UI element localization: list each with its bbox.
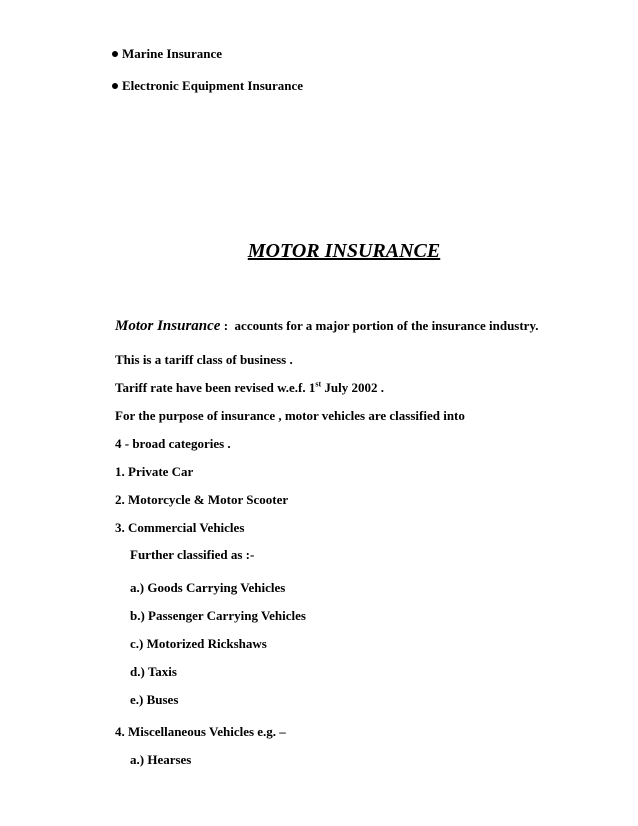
bullet-icon xyxy=(112,51,118,57)
category-item: 3. Commercial Vehicles xyxy=(115,520,245,535)
list-item xyxy=(122,78,303,94)
category-item: 2. Motorcycle & Motor Scooter xyxy=(115,492,289,507)
intro-separator: : xyxy=(220,318,229,333)
intro-paragraph xyxy=(115,318,539,334)
list-item-label: Marine Insurance xyxy=(122,46,223,61)
intro-term: Motor Insurance xyxy=(115,318,221,334)
sub-category-item: e.) Buses xyxy=(130,692,179,707)
revision-suffix: July 2002 . xyxy=(321,380,385,395)
list-item-label: Electronic Equipment Insurance xyxy=(122,78,304,93)
categories-intro-text: 4 - broad categories . xyxy=(115,436,231,451)
revision-prefix: Tariff rate have been revised w.e.f. 1 xyxy=(115,380,316,395)
list-item xyxy=(122,46,222,62)
revision-text xyxy=(115,380,384,396)
bullet-icon xyxy=(112,83,118,89)
category-item: 4. Miscellaneous Vehicles e.g. – xyxy=(115,724,286,739)
sub-category-item: c.) Motorized Rickshaws xyxy=(130,636,267,651)
page-title: MOTOR INSURANCE xyxy=(247,240,441,262)
intro-text: accounts for a major portion of the insurance industry. xyxy=(234,318,539,333)
sub-category-item: a.) Goods Carrying Vehicles xyxy=(130,580,286,595)
category-item: 1. Private Car xyxy=(115,464,194,479)
sub-category-item: b.) Passenger Carrying Vehicles xyxy=(130,608,306,623)
sub-category-item: d.) Taxis xyxy=(130,664,177,679)
tariff-class-text: This is a tariff class of business . xyxy=(115,352,293,367)
purpose-text: For the purpose of insurance , motor vehicles are classified into xyxy=(115,408,465,423)
sub-category-item: a.) Hearses xyxy=(130,752,192,767)
revision-ordinal: st xyxy=(315,379,322,389)
further-classified-text: Further classified as :- xyxy=(130,547,255,562)
